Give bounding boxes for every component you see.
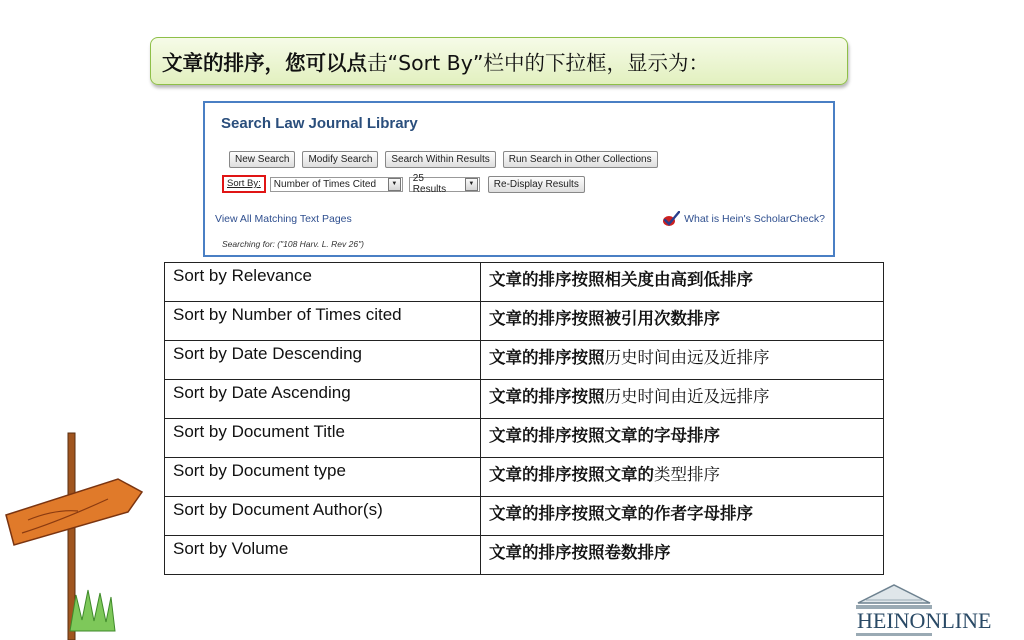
sort-option-en: Sort by Date Descending xyxy=(165,341,481,380)
heinonline-logo xyxy=(852,583,1024,640)
table-row xyxy=(165,497,884,536)
sort-options-table xyxy=(164,262,884,575)
sort-option-zh: 文章的排序按照历史时间由近及远排序 xyxy=(481,380,884,419)
action-button-row xyxy=(229,151,658,168)
sort-option-zh: 文章的排序按照被引用次数排序 xyxy=(481,302,884,341)
sort-option-en: Sort by Volume xyxy=(165,536,481,575)
panel-title: Search Law Journal Library xyxy=(221,115,418,132)
sort-option-zh: 文章的排序按照历史时间由远及近排序 xyxy=(481,341,884,380)
sort-option-en: Sort by Date Ascending xyxy=(165,380,481,419)
table-row xyxy=(165,458,884,497)
new-search-button[interactable]: New Search xyxy=(229,151,295,168)
dropdown-arrow-icon[interactable]: ▼ xyxy=(388,178,401,191)
results-per-page-select[interactable] xyxy=(409,173,480,195)
table-row xyxy=(165,536,884,575)
sort-by-select[interactable] xyxy=(270,177,403,192)
table-row xyxy=(165,302,884,341)
instruction-heading-rest: 击“Sort By”栏中的下拉框，显示为： xyxy=(367,51,709,75)
sort-by-label[interactable]: Sort By: xyxy=(222,175,266,193)
sort-option-zh: 文章的排序按照文章的作者字母排序 xyxy=(481,497,884,536)
table-row xyxy=(165,263,884,302)
scholarcheck-check-icon xyxy=(662,211,680,227)
search-results-panel xyxy=(203,101,835,257)
scholarcheck-link-text: What is Hein's ScholarCheck? xyxy=(684,213,825,225)
scholarcheck-link[interactable] xyxy=(662,211,825,227)
sort-option-zh: 文章的排序按照文章的字母排序 xyxy=(481,419,884,458)
run-search-other-collections-button[interactable]: Run Search in Other Collections xyxy=(503,151,658,168)
sort-option-zh: 文章的排序按照相关度由高到低排序 xyxy=(481,263,884,302)
sort-option-zh: 文章的排序按照文章的类型排序 xyxy=(481,458,884,497)
sort-by-select-value: Number of Times Cited xyxy=(273,178,377,190)
searching-for-text: Searching for: ("108 Harv. L. Rev 26") xyxy=(222,239,364,249)
sort-option-en: Sort by Document type xyxy=(165,458,481,497)
logo-text: HEINONLINE xyxy=(857,608,992,633)
sort-option-zh: 文章的排序按照卷数排序 xyxy=(481,536,884,575)
view-all-matching-link[interactable]: View All Matching Text Pages xyxy=(215,213,352,225)
sort-controls-row xyxy=(222,175,585,193)
instruction-heading xyxy=(150,37,848,85)
sort-option-en: Sort by Relevance xyxy=(165,263,481,302)
search-within-results-button[interactable]: Search Within Results xyxy=(385,151,495,168)
sort-option-en: Sort by Document Title xyxy=(165,419,481,458)
table-row xyxy=(165,380,884,419)
modify-search-button[interactable]: Modify Search xyxy=(302,151,378,168)
table-row xyxy=(165,341,884,380)
results-per-page-value: 25 Results xyxy=(412,173,447,195)
instruction-heading-bold: 文章的排序，您可以点 xyxy=(162,51,367,75)
sort-option-en: Sort by Number of Times cited xyxy=(165,302,481,341)
sort-option-en: Sort by Document Author(s) xyxy=(165,497,481,536)
redisplay-results-button[interactable]: Re-Display Results xyxy=(488,176,585,193)
signpost-illustration xyxy=(0,425,150,640)
table-row xyxy=(165,419,884,458)
dropdown-arrow-icon[interactable]: ▼ xyxy=(465,178,478,191)
